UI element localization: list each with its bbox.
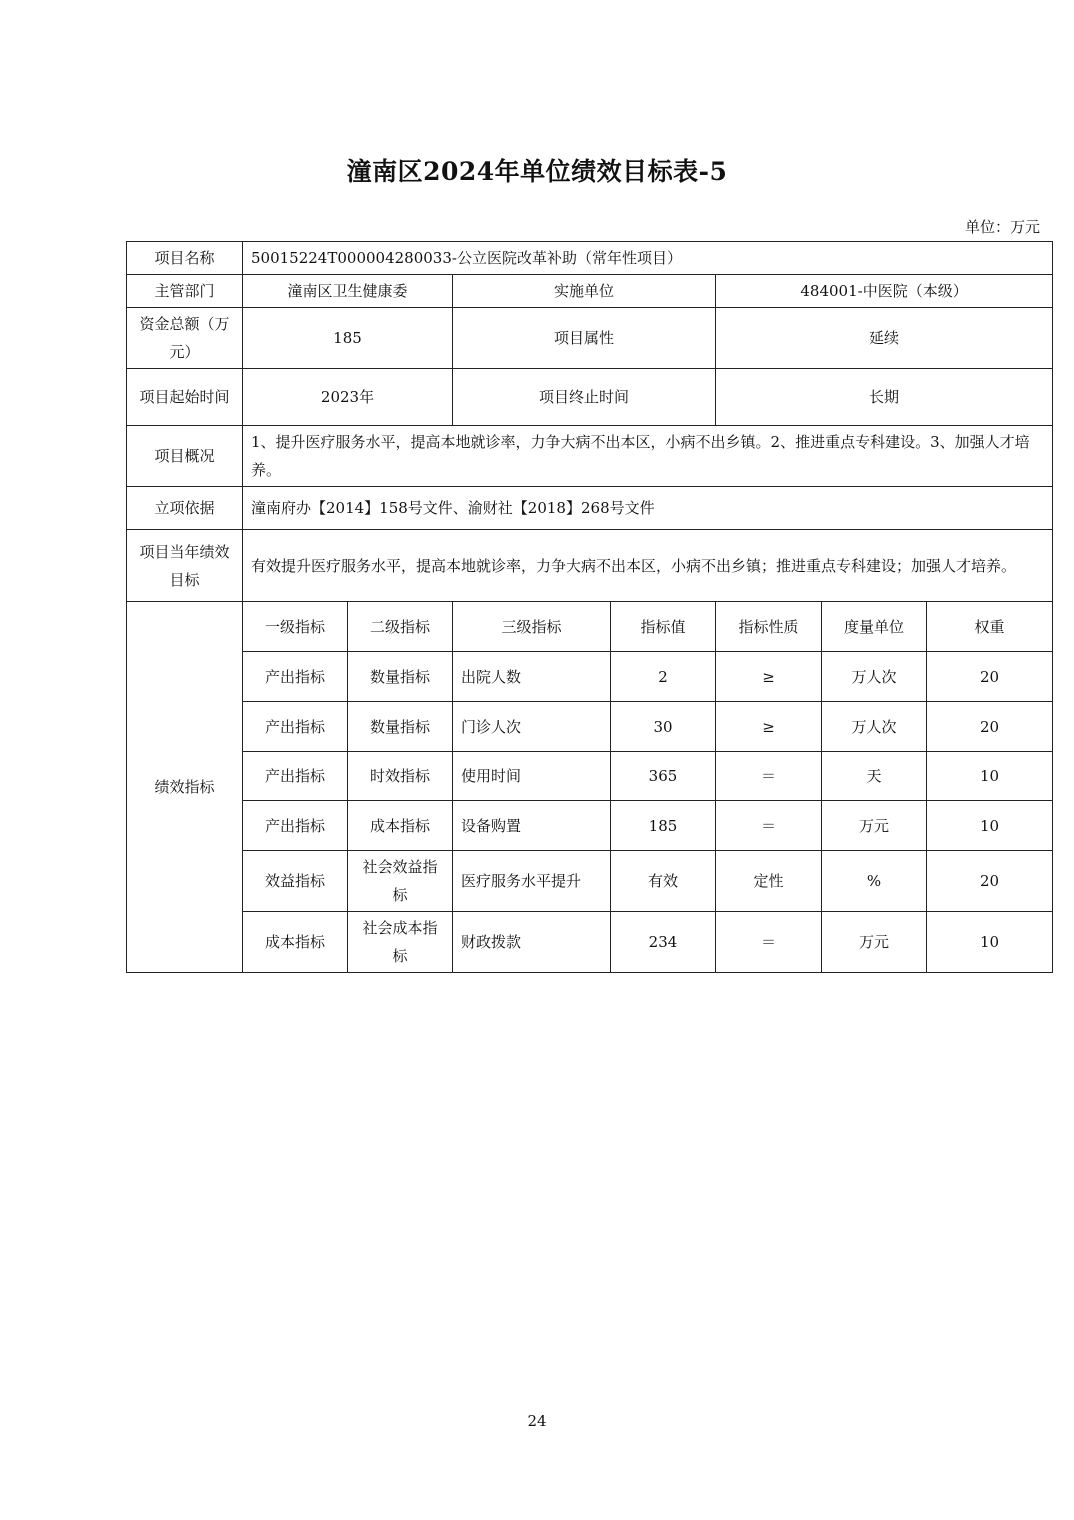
page-number: 24 [527, 1412, 547, 1430]
row-goal [127, 530, 1053, 602]
indicator-row [127, 801, 1053, 851]
indicator-row [127, 702, 1053, 752]
indicator-nature: ＝ [716, 912, 822, 973]
indicator-unit: % [822, 851, 927, 912]
indicator-header: 一级指标 [243, 602, 348, 652]
indicator-level3: 出院人数 [453, 652, 611, 702]
goal-label: 项目当年绩效目标 [127, 530, 243, 602]
project-name-label: 项目名称 [127, 242, 243, 275]
indicator-level1: 产出指标 [243, 652, 348, 702]
indicator-level2: 数量指标 [348, 652, 453, 702]
start-value: 2023年 [243, 369, 453, 426]
basis-value: 潼南府办【2014】158号文件、渝财社【2018】268号文件 [243, 487, 1053, 530]
fund-value: 185 [243, 308, 453, 369]
indicator-unit: 万人次 [822, 652, 927, 702]
indicator-level1: 产出指标 [243, 801, 348, 851]
indicator-nature: ≥ [716, 652, 822, 702]
indicator-header: 指标值 [611, 602, 716, 652]
indicator-level2: 社会效益指标 [348, 851, 453, 912]
indicator-nature: ＝ [716, 801, 822, 851]
indicator-level1: 产出指标 [243, 752, 348, 801]
indicator-header: 指标性质 [716, 602, 822, 652]
attr-label: 项目属性 [453, 308, 716, 369]
row-basis [127, 487, 1053, 530]
indicator-weight: 20 [927, 851, 1053, 912]
indicator-level3: 设备购置 [453, 801, 611, 851]
indicator-value: 185 [611, 801, 716, 851]
indicator-weight: 10 [927, 801, 1053, 851]
indicator-unit: 万元 [822, 801, 927, 851]
perf-label: 绩效指标 [127, 602, 243, 973]
indicator-header: 度量单位 [822, 602, 927, 652]
indicator-weight: 20 [927, 652, 1053, 702]
indicator-weight: 10 [927, 912, 1053, 973]
row-dept [127, 275, 1053, 308]
indicator-value: 有效 [611, 851, 716, 912]
end-value: 长期 [716, 369, 1053, 426]
dept-label: 主管部门 [127, 275, 243, 308]
end-label: 项目终止时间 [453, 369, 716, 426]
goal-value: 有效提升医疗服务水平，提高本地就诊率，力争大病不出本区，小病不出乡镇；推进重点专科建设；加强人才培养。 [243, 530, 1053, 602]
page-title: 潼南区2024年单位绩效目标表-5 [346, 157, 728, 186]
indicator-header-row [127, 602, 1053, 652]
indicator-nature: ≥ [716, 702, 822, 752]
row-project-name [127, 242, 1053, 275]
performance-target-table [126, 241, 1053, 973]
indicator-row [127, 652, 1053, 702]
indicator-value: 365 [611, 752, 716, 801]
indicator-level2: 社会成本指标 [348, 912, 453, 973]
indicator-nature: 定性 [716, 851, 822, 912]
indicator-level1: 效益指标 [243, 851, 348, 912]
indicator-row [127, 851, 1053, 912]
indicator-value: 2 [611, 652, 716, 702]
fund-label: 资金总额（万元） [127, 308, 243, 369]
indicator-level3: 财政拨款 [453, 912, 611, 973]
impl-value: 484001-中医院（本级） [716, 275, 1053, 308]
indicator-row [127, 912, 1053, 973]
indicator-weight: 20 [927, 702, 1053, 752]
indicator-nature: ＝ [716, 752, 822, 801]
row-overview [127, 426, 1053, 487]
overview-label: 项目概况 [127, 426, 243, 487]
indicator-level3: 使用时间 [453, 752, 611, 801]
indicator-level1: 成本指标 [243, 912, 348, 973]
attr-value: 延续 [716, 308, 1053, 369]
indicator-value: 30 [611, 702, 716, 752]
impl-label: 实施单位 [453, 275, 716, 308]
dept-value: 潼南区卫生健康委 [243, 275, 453, 308]
indicator-level3: 医疗服务水平提升 [453, 851, 611, 912]
indicator-header: 权重 [927, 602, 1053, 652]
indicator-level1: 产出指标 [243, 702, 348, 752]
unit-label: 单位：万元 [964, 218, 1040, 236]
indicator-unit: 万元 [822, 912, 927, 973]
overview-value: 1、提升医疗服务水平，提高本地就诊率，力争大病不出本区，小病不出乡镇。2、推进重点专科建设。3、加强人才培养。 [243, 426, 1053, 487]
indicator-header: 二级指标 [348, 602, 453, 652]
project-name-value: 50015224T000004280033-公立医院改革补助（常年性项目） [243, 242, 1053, 275]
start-label: 项目起始时间 [127, 369, 243, 426]
indicator-unit: 天 [822, 752, 927, 801]
indicator-header: 三级指标 [453, 602, 611, 652]
indicator-level2: 成本指标 [348, 801, 453, 851]
indicator-level2: 数量指标 [348, 702, 453, 752]
indicator-row [127, 752, 1053, 801]
indicator-value: 234 [611, 912, 716, 973]
indicator-level3: 门诊人次 [453, 702, 611, 752]
indicator-unit: 万人次 [822, 702, 927, 752]
row-fund [127, 308, 1053, 369]
basis-label: 立项依据 [127, 487, 243, 530]
row-time [127, 369, 1053, 426]
indicator-weight: 10 [927, 752, 1053, 801]
indicator-level2: 时效指标 [348, 752, 453, 801]
